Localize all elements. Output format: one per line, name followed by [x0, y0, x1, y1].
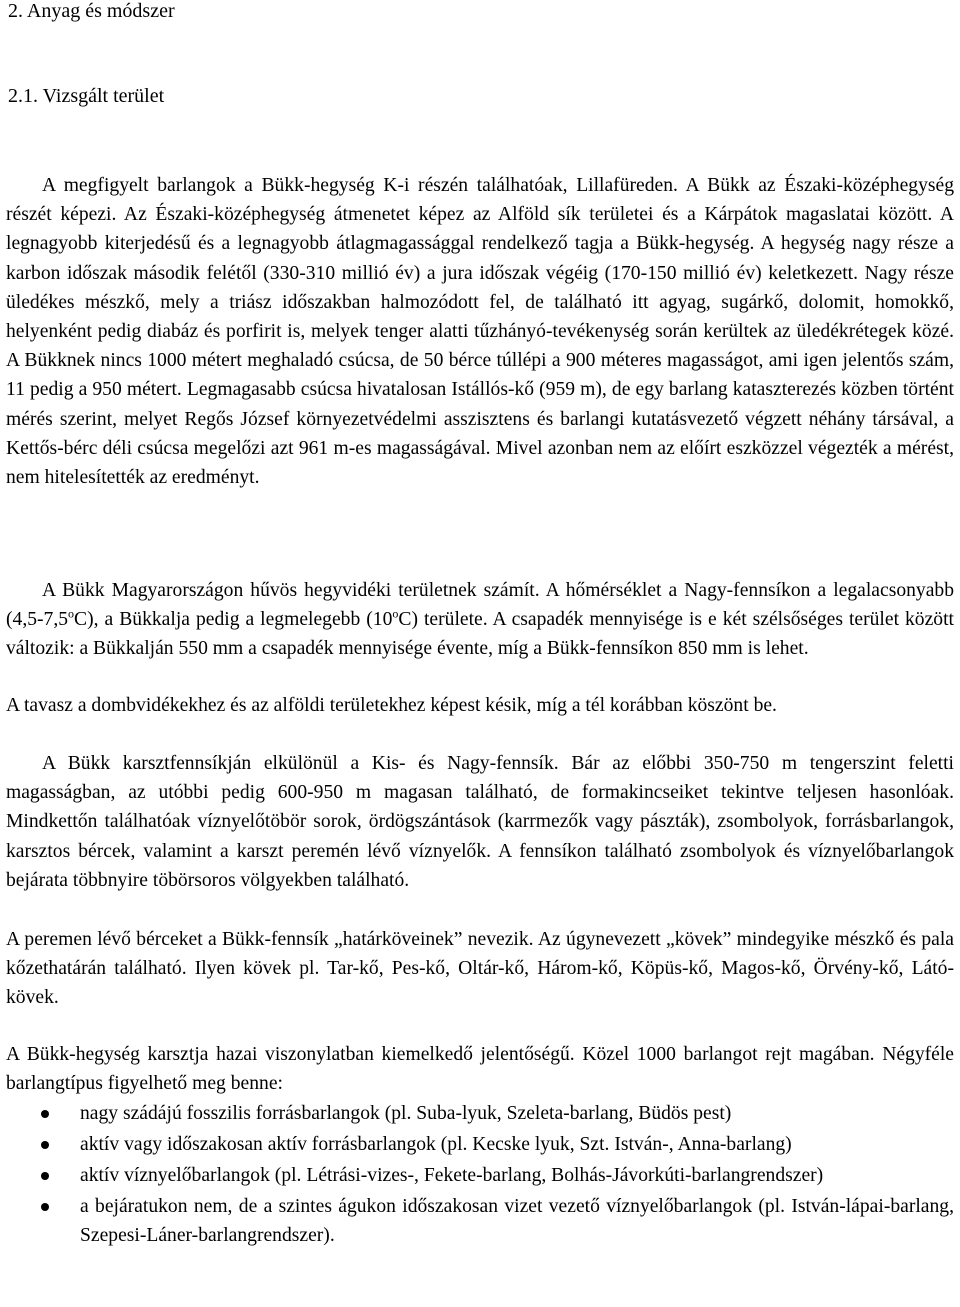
list-item-text: aktív víznyelőbarlangok (pl. Létrási-vizes-, Fekete-barlang, Bolhás-Jávorkúti-barlangrendszer): [80, 1165, 824, 1187]
paragraph-boundary-stones: A peremen lévő bérceket a Bükk-fennsík „határköveinek” nevezik. Az úgynevezett „kövek” mindegyike mészkő és pala kőzethatárán található. Ilyen kövek pl. Tar-kő, Pes-kő, Oltár-kő, Három-kő, Köpüs-kő, Magos-kő, Örvény-kő, Látó-kövek.: [6, 929, 954, 1009]
list-item-text: nagy szádájú fosszilis forrásbarlangok (pl. Suba-lyuk, Szeleta-barlang, Büdös pest): [80, 1103, 732, 1124]
degree-superscript: o: [68, 606, 75, 621]
bullet-icon: [41, 1110, 49, 1118]
climate-text-b: C), a Bükkalja pedig a legmelegebb (10: [74, 609, 393, 631]
subsection-heading: 2.1. Vizsgált terület: [8, 85, 165, 107]
degree-superscript: o: [392, 606, 399, 621]
list-item: [6, 1192, 954, 1250]
bullet-icon: [41, 1141, 49, 1149]
bullet-icon: [41, 1172, 49, 1180]
paragraph-spring: A tavasz a dombvidékekhez és az alföldi területekhez képest késik, míg a tél korábban köszönt be.: [6, 695, 777, 716]
climate-text-c: C) területe. A csapadék mennyisége is e két szélsőséges terület között változik: a Bükkalján 550 mm a csapadék mennyisége évente, míg a Bükk-fennsíkon 850 mm is lehet.: [6, 609, 954, 660]
paragraph-location-geology: A megfigyelt barlangok a Bükk-hegység K-i részén találhatóak, Lillafüreden. A Bükk az Északi-középhegység részét képezi. Az Északi-középhegység átmenetet képez az Alföld sík területei és a Kárpátok magaslatai között. A legnagyobb kiterjedésű és a legnagyobb átlagmagassággal rendelkező tagja a Bükk-hegység. A hegység nagy része a karbon időszak második felétől (330-310 millió év) a jura időszak végéig (170-150 millió év) keletkezett. Nagy része üledékes mészkő, mely a triász időszakban halmozódott fel, de található itt agyag, sugárkő, dolomit, homokkő, helyenként pedig diabáz és porfirit is, melyek tenger alatti tűzhányó-tevékenység során kerültek az üledékrétegek közé. A Bükknek nincs 1000 métert meghaladó csúcsa, de 50 bérce túllépi a 900 méteres magasságot, ami igen jelentős szám, 11 pedig a 950 métert. Legmagasabb csúcsa hivatalosan Istállós-kő (959 m), de egy barlang kataszterezés közben történt mérés szerint, melyet Regős József környezetvédelmi asszisztens és barlangi kutatásvezető végzett néhány társával, a Kettős-bérc déli csúcsa megelőzi azt 961 m-es magasságával. Mivel azonban nem az előírt eszközzel végezték a mérést, nem hitelesítették az eredményt.: [6, 175, 954, 489]
list-item: [6, 1099, 954, 1128]
bullet-icon: [41, 1203, 49, 1211]
paragraph-climate: [6, 576, 954, 664]
paragraph-karst-plateau: A Bükk karsztfennsíkján elkülönül a Kis- és Nagy-fennsík. Bár az előbbi 350-750 m tengerszint feletti magasságban, az utóbbi pedig 600-950 m magasan található, de formakincseiket tekintve teljesen hasonlóak. Mindkettőn találhatóak víznyelőtöbör sorok, ördögszántások (karrmezők vagy pászták), zsombolyok, forrásbarlangok, karsztos bércek, valamint a karszt peremén lévő víznyelők. A fennsíkon található zsombolyok és víznyelőbarlangok bejárata többnyire töbörsoros völgyekben található.: [6, 753, 954, 891]
cave-type-list: [6, 1099, 954, 1250]
list-item: [6, 1130, 954, 1159]
list-item: [6, 1161, 954, 1190]
section-heading: 2. Anyag és módszer: [8, 0, 175, 22]
paragraph-caves-intro: A Bükk-hegység karsztja hazai viszonylatban kiemelkedő jelentőségű. Közel 1000 barlangot rejt magában. Négyféle barlangtípus figyelhető meg benne:: [6, 1044, 954, 1095]
list-item-text: a bejáratukon nem, de a szintes águkon időszakosan vizet vezető víznyelőbarlangok (pl. István-lápai-barlang, Szepesi-Láner-barlangrendszer).: [80, 1195, 954, 1246]
list-item-text: aktív vagy időszakosan aktív forrásbarlangok (pl. Kecske lyuk, Szt. István-, Anna-barlang): [80, 1134, 792, 1156]
climate-text-a: A Bükk Magyarországon hűvös hegyvidéki területnek számít. A hőmérséklet a Nagy-fennsíkon a legalacsonyabb (4,5-7,5: [6, 580, 954, 631]
